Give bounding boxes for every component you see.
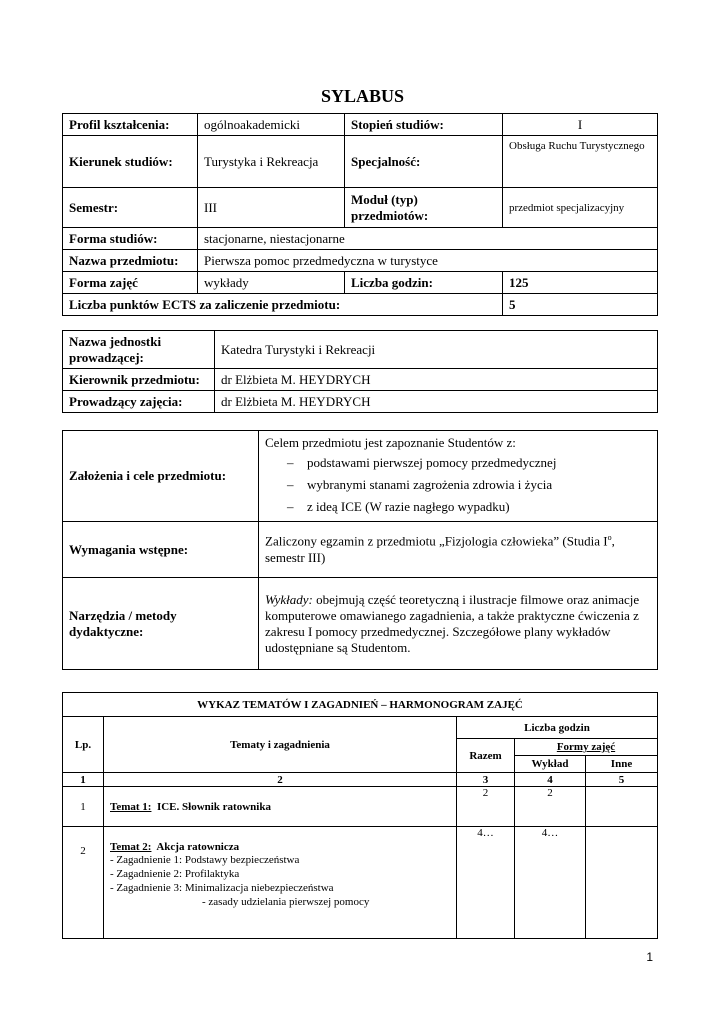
schedule-table bbox=[62, 692, 658, 939]
table-row bbox=[63, 827, 658, 939]
tematy-header: Tematy i zagadnienia bbox=[104, 717, 457, 773]
wymagania-text2: , bbox=[611, 533, 615, 549]
zalozenia-intro: Celem przedmiotu jest zapoznanie Studentów z: bbox=[265, 435, 516, 450]
forma-studiow-label: Forma studiów: bbox=[63, 228, 198, 250]
kierownik-label: Kierownik przedmiotu: bbox=[63, 369, 215, 391]
topic-line: - Zagadnienie 3: Minimalizacja niebezpieczeństwa bbox=[110, 882, 334, 894]
col-number: 2 bbox=[104, 773, 457, 787]
topic-line: - zasady udzielania pierwszej pomocy bbox=[202, 896, 370, 908]
narzedzia-value bbox=[259, 578, 658, 670]
topic-title: ICE. Słownik ratownika bbox=[151, 800, 271, 813]
col-number: 1 bbox=[63, 773, 104, 787]
razem-header: Razem bbox=[457, 739, 515, 773]
row-topic bbox=[104, 827, 457, 939]
col-number: 4 bbox=[515, 773, 586, 787]
info-table bbox=[62, 113, 658, 316]
kierownik-value: dr Elżbieta M. HEYDRYCH bbox=[215, 369, 658, 391]
wymagania-value bbox=[259, 522, 658, 578]
wymagania-text: Zaliczony egzamin z przedmiotu „Fizjologia człowieka” (Studia I bbox=[265, 533, 608, 549]
wymagania-label: Wymagania wstępne: bbox=[63, 522, 259, 578]
kierunek-label: Kierunek studiów: bbox=[63, 136, 198, 188]
schedule-heading: WYKAZ TEMATÓW I ZAGADNIEŃ – HARMONOGRAM ZAJĘĆ bbox=[63, 693, 658, 717]
row-wyklad: 2 bbox=[515, 787, 586, 827]
ects-label: Liczba punktów ECTS za zaliczenie przedmiotu: bbox=[63, 294, 503, 316]
profil-label: Profil kształcenia: bbox=[63, 114, 198, 136]
page-number: 1 bbox=[646, 950, 653, 964]
topic-label: Temat 1: bbox=[110, 800, 152, 813]
specjalnosc-label: Specjalność: bbox=[345, 136, 503, 188]
row-inne bbox=[586, 787, 658, 827]
narzedzia-text: obejmują część teoretyczną i ilustracje filmowe oraz animacje komputerowe omawianego zagadnienia, a także praktyczne ćwiczenia z zakresu I pomocy przedmedycznej. Szczegółowe plany wykładów udostępniane są Studentom. bbox=[265, 591, 640, 655]
jednostka-label: Nazwa jednostki prowadzącej: bbox=[63, 331, 215, 369]
topic-label: Temat 2: bbox=[110, 841, 152, 853]
topic-line: - Zagadnienie 1: Podstawy bezpieczeństwa bbox=[110, 854, 300, 866]
zalozenia-item: – wybranymi stanami zagrożenia zdrowia i życia bbox=[265, 477, 651, 493]
inne-header: Inne bbox=[586, 756, 658, 773]
wymagania-text3: semestr III) bbox=[265, 549, 326, 565]
topic-line: - Zagadnienie 2: Profilaktyka bbox=[110, 868, 240, 880]
semestr-value: III bbox=[198, 188, 345, 228]
wyklad-header: Wykład bbox=[515, 756, 586, 773]
lp-header: Lp. bbox=[63, 717, 104, 773]
liczba-godzin-value: 125 bbox=[503, 272, 658, 294]
row-lp: 1 bbox=[63, 787, 104, 827]
stopien-label: Stopień studiów: bbox=[345, 114, 503, 136]
liczba-godzin-label: Liczba godzin: bbox=[345, 272, 503, 294]
modul-value: przedmiot specjalizacyjny bbox=[503, 188, 658, 228]
unit-table bbox=[62, 330, 658, 413]
narzedzia-italic: Wykłady: bbox=[265, 591, 313, 607]
prowadzacy-value: dr Elżbieta M. HEYDRYCH bbox=[215, 391, 658, 413]
semestr-label: Semestr: bbox=[63, 188, 198, 228]
kierunek-value: Turystyka i Rekreacja bbox=[198, 136, 345, 188]
formy-header: Formy zajęć bbox=[515, 739, 658, 756]
jednostka-value: Katedra Turystyki i Rekreacji bbox=[215, 331, 658, 369]
modul-label: Moduł (typ) przedmiotów: bbox=[345, 188, 503, 228]
table-row bbox=[63, 787, 658, 827]
zalozenia-cell bbox=[259, 431, 658, 522]
row-lp: 2 bbox=[63, 827, 104, 939]
row-razem: 4… bbox=[457, 827, 515, 939]
wymagania-sup: o bbox=[607, 533, 612, 543]
forma-zajec-value: wykłady bbox=[198, 272, 345, 294]
narzedzia-label: Narzędzia / metody dydaktyczne: bbox=[63, 578, 259, 670]
zalozenia-label: Założenia i cele przedmiotu: bbox=[63, 431, 259, 522]
ects-value: 5 bbox=[503, 294, 658, 316]
col-number: 5 bbox=[586, 773, 658, 787]
prowadzacy-label: Prowadzący zajęcia: bbox=[63, 391, 215, 413]
zalozenia-item: – podstawami pierwszej pomocy przedmedycznej bbox=[265, 455, 651, 471]
row-wyklad: 4… bbox=[515, 827, 586, 939]
forma-zajec-label: Forma zajęć bbox=[63, 272, 198, 294]
stopien-value: I bbox=[503, 114, 658, 136]
profil-value: ogólnoakademicki bbox=[198, 114, 345, 136]
document-title: SYLABUS bbox=[320, 86, 405, 106]
zalozenia-item: – z ideą ICE (W razie nagłego wypadku) bbox=[265, 499, 651, 515]
goals-table bbox=[62, 430, 658, 670]
nazwa-przedmiotu-value: Pierwsza pomoc przedmedyczna w turystyce bbox=[198, 250, 658, 272]
zalozenia-list bbox=[265, 455, 651, 515]
specjalnosc-value: Obsługa Ruchu Turystycznego bbox=[503, 136, 658, 188]
col-number: 3 bbox=[457, 773, 515, 787]
liczba-godzin-header: Liczba godzin bbox=[457, 717, 658, 739]
nazwa-przedmiotu-label: Nazwa przedmiotu: bbox=[63, 250, 198, 272]
row-razem: 2 bbox=[457, 787, 515, 827]
topic-title: Akcja ratownicza bbox=[151, 841, 240, 853]
row-topic bbox=[104, 787, 457, 827]
forma-studiow-value: stacjonarne, niestacjonarne bbox=[198, 228, 658, 250]
row-inne bbox=[586, 827, 658, 939]
